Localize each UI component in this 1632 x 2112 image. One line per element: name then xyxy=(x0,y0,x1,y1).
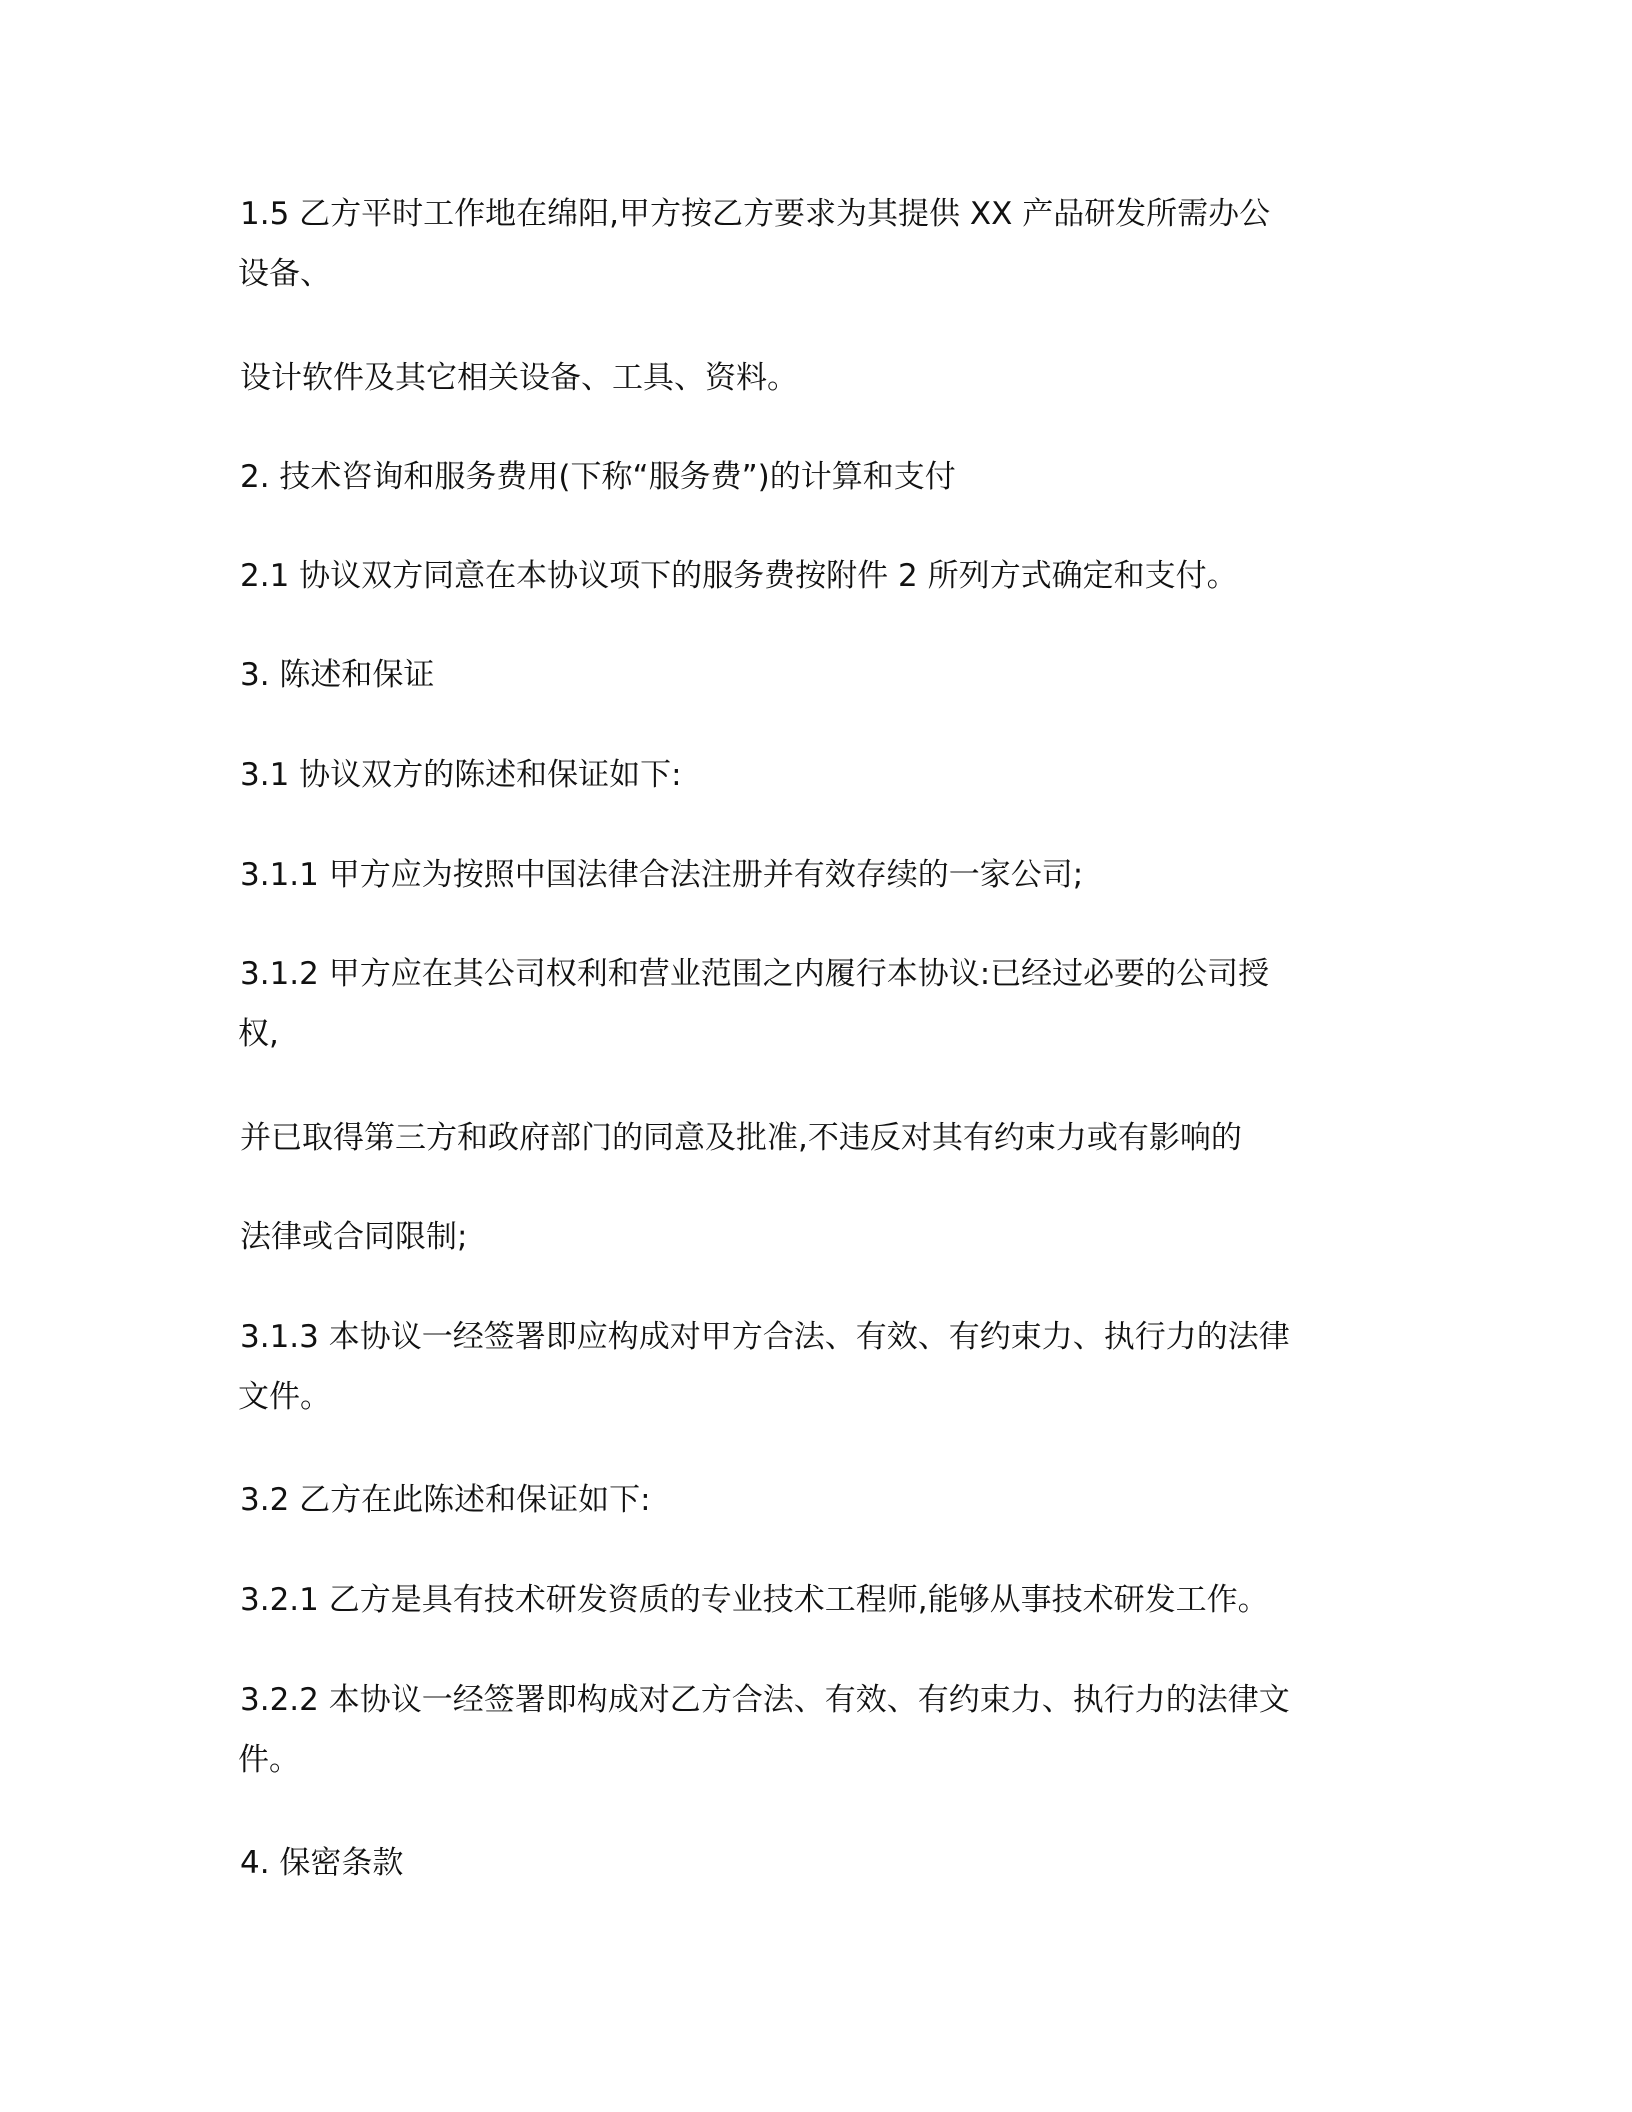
paragraph-3-2-2-line-1: 3.2.2 本协议一经签署即构成对乙方合法、有效、有约束力、执行力的法律文 xyxy=(240,1682,1290,1718)
paragraph-2-1: 2.1 协议双方同意在本协议项下的服务费按附件 2 所列方式确定和支付。 xyxy=(240,558,1238,594)
paragraph-1-5-line-2: 设备、 xyxy=(238,256,331,292)
paragraph-3-1-3-line-2: 文件。 xyxy=(238,1379,331,1415)
section-3-heading: 3. 陈述和保证 xyxy=(240,657,435,693)
section-2-heading: 2. 技术咨询和服务费用(下称“服务费”)的计算和支付 xyxy=(240,459,956,495)
paragraph-3-1-2-line-1: 3.1.2 甲方应在其公司权利和营业范围之内履行本协议:已经过必要的公司授 xyxy=(240,956,1270,992)
paragraph-1-5-line-1: 1.5 乙方平时工作地在绵阳,甲方按乙方要求为其提供 XX 产品研发所需办公 xyxy=(240,196,1271,232)
section-4-heading: 4. 保密条款 xyxy=(240,1845,404,1881)
paragraph-3-1-3-line-1: 3.1.3 本协议一经签署即应构成对甲方合法、有效、有约束力、执行力的法律 xyxy=(240,1319,1290,1355)
paragraph-3-1-2-continuation-2: 法律或合同限制; xyxy=(240,1219,468,1255)
paragraph-3-1: 3.1 协议双方的陈述和保证如下: xyxy=(240,757,682,793)
paragraph-3-1-2-continuation-1: 并已取得第三方和政府部门的同意及批准,不违反对其有约束力或有影响的 xyxy=(240,1120,1242,1156)
paragraph-3-1-1: 3.1.1 甲方应为按照中国法律合法注册并有效存续的一家公司; xyxy=(240,857,1084,893)
paragraph-3-1-2-line-2: 权, xyxy=(238,1016,279,1052)
paragraph-3-2: 3.2 乙方在此陈述和保证如下: xyxy=(240,1482,651,1518)
paragraph-3-2-1: 3.2.1 乙方是具有技术研发资质的专业技术工程师,能够从事技术研发工作。 xyxy=(240,1582,1269,1618)
paragraph-1-5-continuation: 设计软件及其它相关设备、工具、资料。 xyxy=(240,360,798,396)
paragraph-3-2-2-line-2: 件。 xyxy=(238,1742,300,1778)
